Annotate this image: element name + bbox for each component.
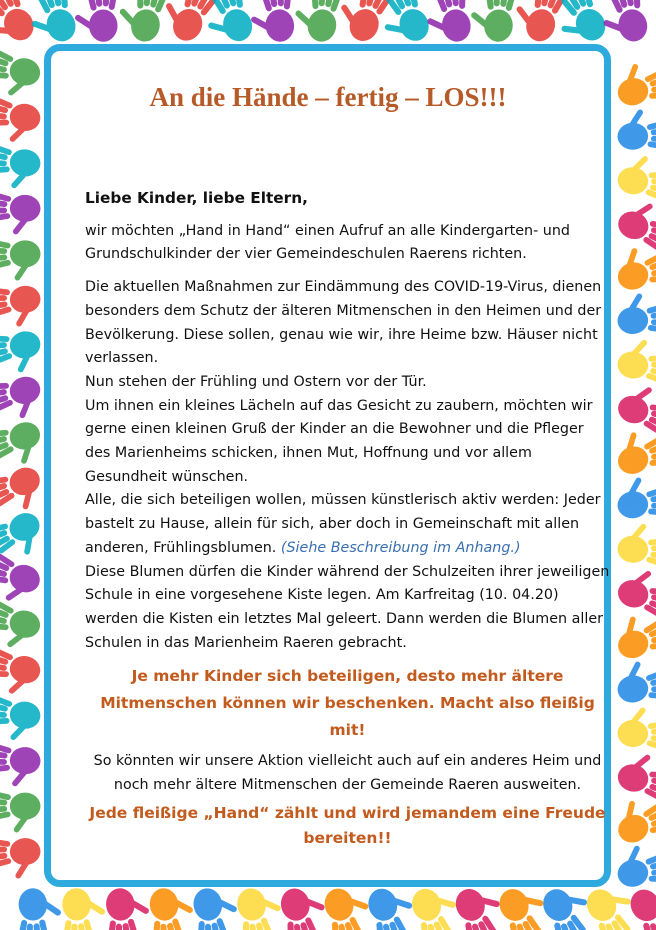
handprint-icon xyxy=(247,0,298,45)
handprint-icon xyxy=(331,0,394,46)
handprint-icon xyxy=(421,0,475,46)
handprint-icon xyxy=(276,882,332,930)
body-line: Um ihnen ein kleines Lächeln auf das Gesicht zu zaubern, möchten wir gerne einen kleinen Gruß der Kinder an die Bewohner und die Pfleger des Marienheims schicken, ihnen Mut, Hoffnung und vor allem Gesundheit wünschen. xyxy=(85,397,593,485)
handprint-icon xyxy=(615,151,656,202)
handprint-icon xyxy=(17,888,63,930)
handprint-icon xyxy=(103,886,153,930)
body-line: Nun stehen der Frühling und Ostern vor der Tür. xyxy=(85,373,427,390)
instructions-text: Alle, die sich beteiligen wollen, müssen künstlerisch aktiv werden: Jeder bastelt zu Hause, allein für sich, aber doch in Gemeinschaft mit allen anderen, Frühlingsblumen. xyxy=(85,492,601,556)
handprint-icon xyxy=(0,283,43,330)
handprint-icon xyxy=(610,422,656,479)
greeting: Liebe Kinder, liebe Eltern, xyxy=(85,189,308,207)
handprint-icon xyxy=(609,789,656,848)
closing-paragraph: So könnten wir unsere Aktion vielleicht auch auf ein anderes Heim und noch mehr ältere Mitmenschen der Gemeinde Raeren ausweiten. xyxy=(93,753,602,794)
handprint-icon xyxy=(291,0,343,44)
handprint-icon xyxy=(0,372,46,425)
handprint-icon xyxy=(616,520,656,568)
handprint-icon xyxy=(616,290,656,336)
handprint-icon xyxy=(0,791,41,834)
handprint-icon xyxy=(190,884,243,930)
handprint-icon xyxy=(0,694,43,744)
handprint-icon xyxy=(146,885,197,930)
handprint-icon xyxy=(614,656,656,706)
handprint-icon xyxy=(617,107,656,151)
highlight-callout: Je mehr Kinder sich beteiligen, desto mehr ältere Mitmenschen können wir beschenken. Macht also fleißig mit! xyxy=(100,667,595,740)
handprint-icon xyxy=(114,0,170,45)
handprint-icon xyxy=(615,473,656,521)
handprint-icon xyxy=(0,599,44,655)
handprint-icon xyxy=(73,0,120,43)
attachment-note: (Siehe Beschreibung im Anhang.) xyxy=(280,539,521,556)
handprint-icon xyxy=(613,839,656,890)
page-title: An die Hände – fertig – LOS!!! xyxy=(149,82,507,112)
handprint-icon xyxy=(60,887,108,930)
handprint-icon xyxy=(614,563,656,620)
handprint-icon xyxy=(0,646,43,699)
handprint-icon xyxy=(0,143,42,192)
handprint-icon xyxy=(611,239,656,295)
handprint-icon xyxy=(614,194,656,253)
body-line: Die aktuellen Maßnahmen zur Eindämmung des COVID-19-Virus, dienen besonders dem Schutz der älteren Mitmenschen in den Heimen und der Bevölkerung. Diese sollen, genau wie wir, ihre Heime bzw. Häuser nicht verlassen. xyxy=(85,279,602,367)
intro-paragraph: wir möchten „Hand in Hand“ einen Aufruf an alle Kindergarten- und Grundschulkinder der vier Gemeindeschulen Raerens richten. xyxy=(85,222,570,263)
handprint-icon xyxy=(614,378,656,436)
handprint-icon xyxy=(468,0,517,43)
instructions-paragraph xyxy=(85,489,610,560)
letter-body xyxy=(85,187,610,851)
final-callout: Jede fleißige „Hand“ zählt und wird jemandem eine Freude bereiten!! xyxy=(89,803,606,847)
handprint-icon xyxy=(0,239,41,282)
handprint-icon xyxy=(617,705,656,751)
handprint-icon xyxy=(508,0,568,45)
handprint-icon xyxy=(616,336,656,386)
handprint-icon xyxy=(0,191,41,236)
handprint-icon xyxy=(0,836,42,881)
handprint-icon xyxy=(233,883,288,930)
handprint-icon xyxy=(609,606,656,664)
handprint-icon xyxy=(0,417,48,473)
handprint-icon xyxy=(0,462,49,521)
collection-paragraph: Diese Blumen dürfen die Kinder während der Schulzeiten ihrer jeweiligen Schule in eine vorgesehene Kiste legen. Am Karfreitag (10. 04.20) werden die Kisten ein letztes Mal geleert. Dann werden die Blumen aller Schulen in das Marienheim Raeren gebracht. xyxy=(85,563,610,651)
handprint-icon xyxy=(0,328,45,378)
handprint-icon xyxy=(0,551,44,610)
handprint-icon xyxy=(0,742,42,789)
handprint-icon xyxy=(614,747,656,803)
